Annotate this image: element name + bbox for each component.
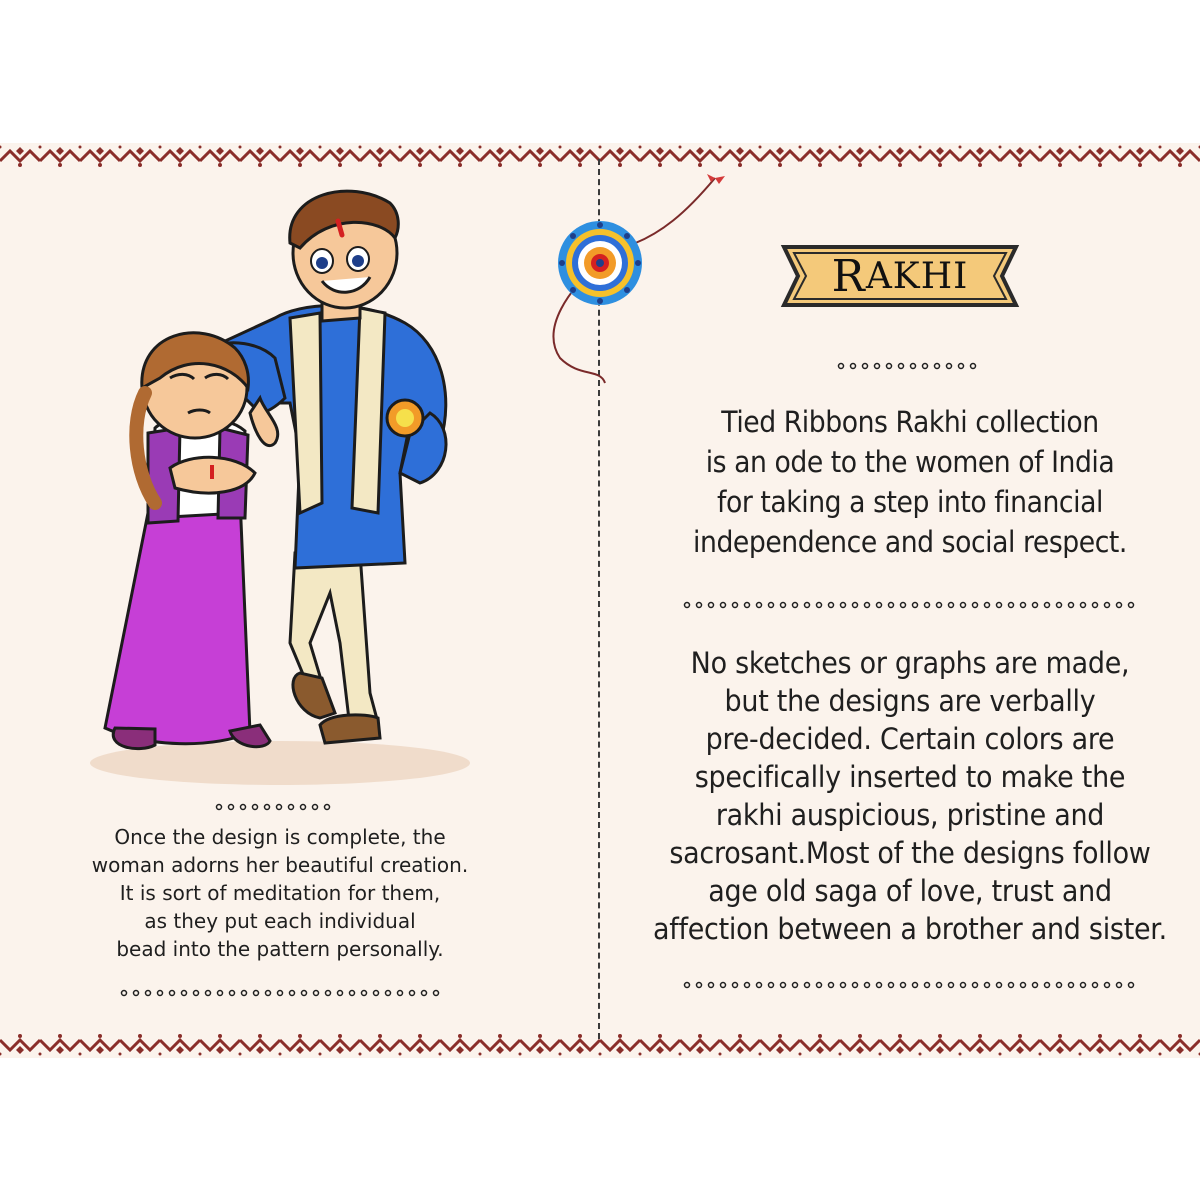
rakhi-thread-icon: [530, 168, 750, 398]
dot-separator-1: [835, 362, 985, 370]
creation-line: as they put each individual: [144, 909, 416, 933]
design-line: specifically inserted to make the: [694, 760, 1126, 794]
brother-sister-illustration: [60, 173, 490, 793]
creation-line: It is sort of meditation for them,: [119, 881, 441, 905]
design-line: age old saga of love, trust and: [708, 874, 1112, 908]
creation-line: woman adorns her beautiful creation.: [91, 853, 469, 877]
design-line: pre-decided. Certain colors are: [705, 722, 1115, 756]
design-line: but the designs are verbally: [724, 684, 1096, 718]
banner-title-rest: AKHI: [865, 255, 969, 297]
creation-line: bead into the pattern personally.: [116, 937, 444, 961]
top-border-pattern: [0, 143, 1200, 169]
intro-line: for taking a step into financial: [717, 485, 1103, 519]
design-line: rakhi auspicious, pristine and: [715, 798, 1105, 832]
creation-paragraph: [50, 823, 510, 963]
design-line: affection between a brother and sister.: [653, 912, 1167, 946]
dot-separator-5: [120, 989, 445, 997]
rakhi-card: [0, 143, 1200, 1058]
intro-line: is an ode to the women of India: [705, 445, 1115, 479]
design-line: sacrosant.Most of the designs follow: [669, 836, 1151, 870]
intro-line: independence and social respect.: [693, 525, 1127, 559]
intro-paragraph: [662, 402, 1159, 562]
banner-title: [780, 243, 1020, 309]
dot-separator-2: [683, 601, 1143, 609]
creation-line: Once the design is complete, the: [114, 825, 446, 849]
dot-separator-3: [683, 981, 1143, 989]
design-line: No sketches or graphs are made,: [690, 646, 1130, 680]
bottom-border-pattern: [0, 1032, 1200, 1058]
dot-separator-4: [215, 803, 340, 811]
intro-line: Tied Ribbons Rakhi collection: [721, 405, 1099, 439]
banner-title-initial: R: [831, 250, 866, 302]
design-paragraph: [640, 644, 1179, 948]
